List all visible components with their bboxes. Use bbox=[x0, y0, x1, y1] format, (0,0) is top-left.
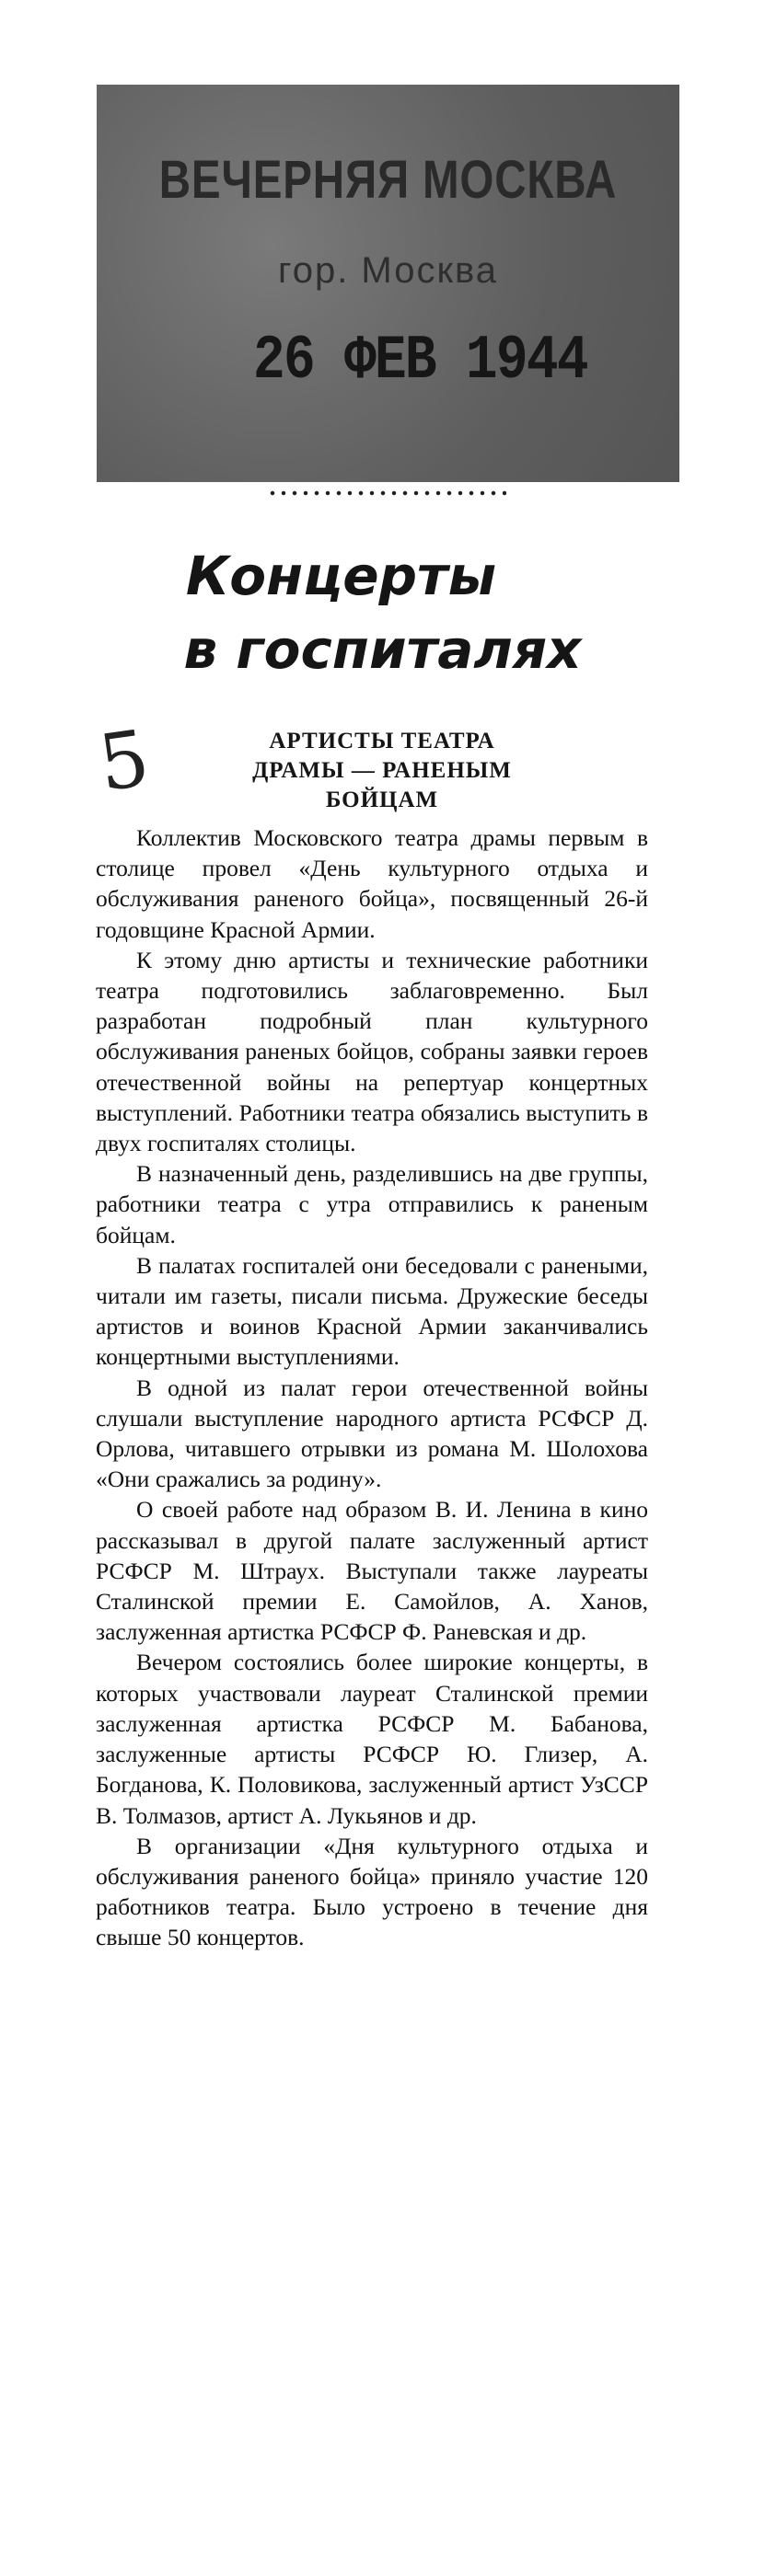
subheadline-line-3: БОЙЦАМ bbox=[325, 788, 439, 812]
stamp-newspaper-name: ВЕЧЕРНЯЯ МОСКВА bbox=[158, 150, 618, 210]
headline-line-1: Концерты bbox=[185, 545, 497, 607]
handwritten-mark: 5 bbox=[93, 712, 156, 810]
headline-line-2: в госпиталях bbox=[183, 618, 582, 681]
article-body bbox=[96, 822, 648, 1953]
article-paragraph: В палатах госпиталей они беседовали с ранеными, читали им газеты, писали письма. Дружеские беседы артистов и воинов Красной Армии заканчивались концертными выступлениями. bbox=[96, 1251, 648, 1371]
stamp-date: 26 ФЕВ 1944 bbox=[253, 326, 587, 397]
dotted-divider bbox=[267, 489, 506, 497]
article-paragraph: К этому дню артисты и технические работники театра подготовились заблаговременно. Был разработан подробный план культурного обслуживания раненых бойцов, собраны заявки героев отечественной войны на репертуар концертных выступлений. Работники театра обязались выступить в двух госпиталях столицы. bbox=[96, 946, 648, 1157]
article-paragraph: В назначенный день, разделившись на две группы, работники театра с утра отправились к раненым бойцам. bbox=[96, 1160, 648, 1248]
article-paragraph: Коллектив Московского театра драмы первым в столице провел «День культурного отдыха и обслуживания раненого бойца», посвященный 26-й годовщине Красной Армии. bbox=[96, 824, 648, 943]
subheadline-line-1: АРТИСТЫ ТЕАТРА bbox=[269, 729, 495, 753]
article-paragraph: Вечером состоялись более широкие концерты, в которых участвовали лауреат Сталинской премии заслуженная артистка РСФСР М. Бабанова, заслуженные артисты РСФСР Ю. Глизер, А. Богданова, К. Половикова, заслуженный артист УзССР В. Толмазов, артист А. Лукьянов и др. bbox=[96, 1649, 648, 1829]
subheadline-line-2: ДРАМЫ — РАНЕНЫМ bbox=[252, 758, 512, 783]
article-paragraph: В одной из палат герои отечественной войны слушали выступление народного артиста РСФСР Д. Орлова, читавшего отрывки из романа М. Шолохова «Они сражались за родину». bbox=[96, 1374, 648, 1493]
article-paragraph: В организации «Дня культурного отдыха и обслуживания раненого бойца» приняло участие 120 работников театра. Было устроено в течение дня свыше 50 концертов. bbox=[96, 1832, 648, 1951]
stamp-city: гор. Москва bbox=[278, 250, 498, 291]
newspaper-stamp bbox=[97, 85, 679, 482]
article-paragraph: О своей работе над образом В. И. Ленина в кино рассказывал в другой палате заслуженный артист РСФСР М. Штраух. Выступали также лауреаты Сталинской премии Е. Самойлов, А. Ханов, заслуженная артистка РСФСР Ф. Раневская и др. bbox=[96, 1496, 648, 1646]
